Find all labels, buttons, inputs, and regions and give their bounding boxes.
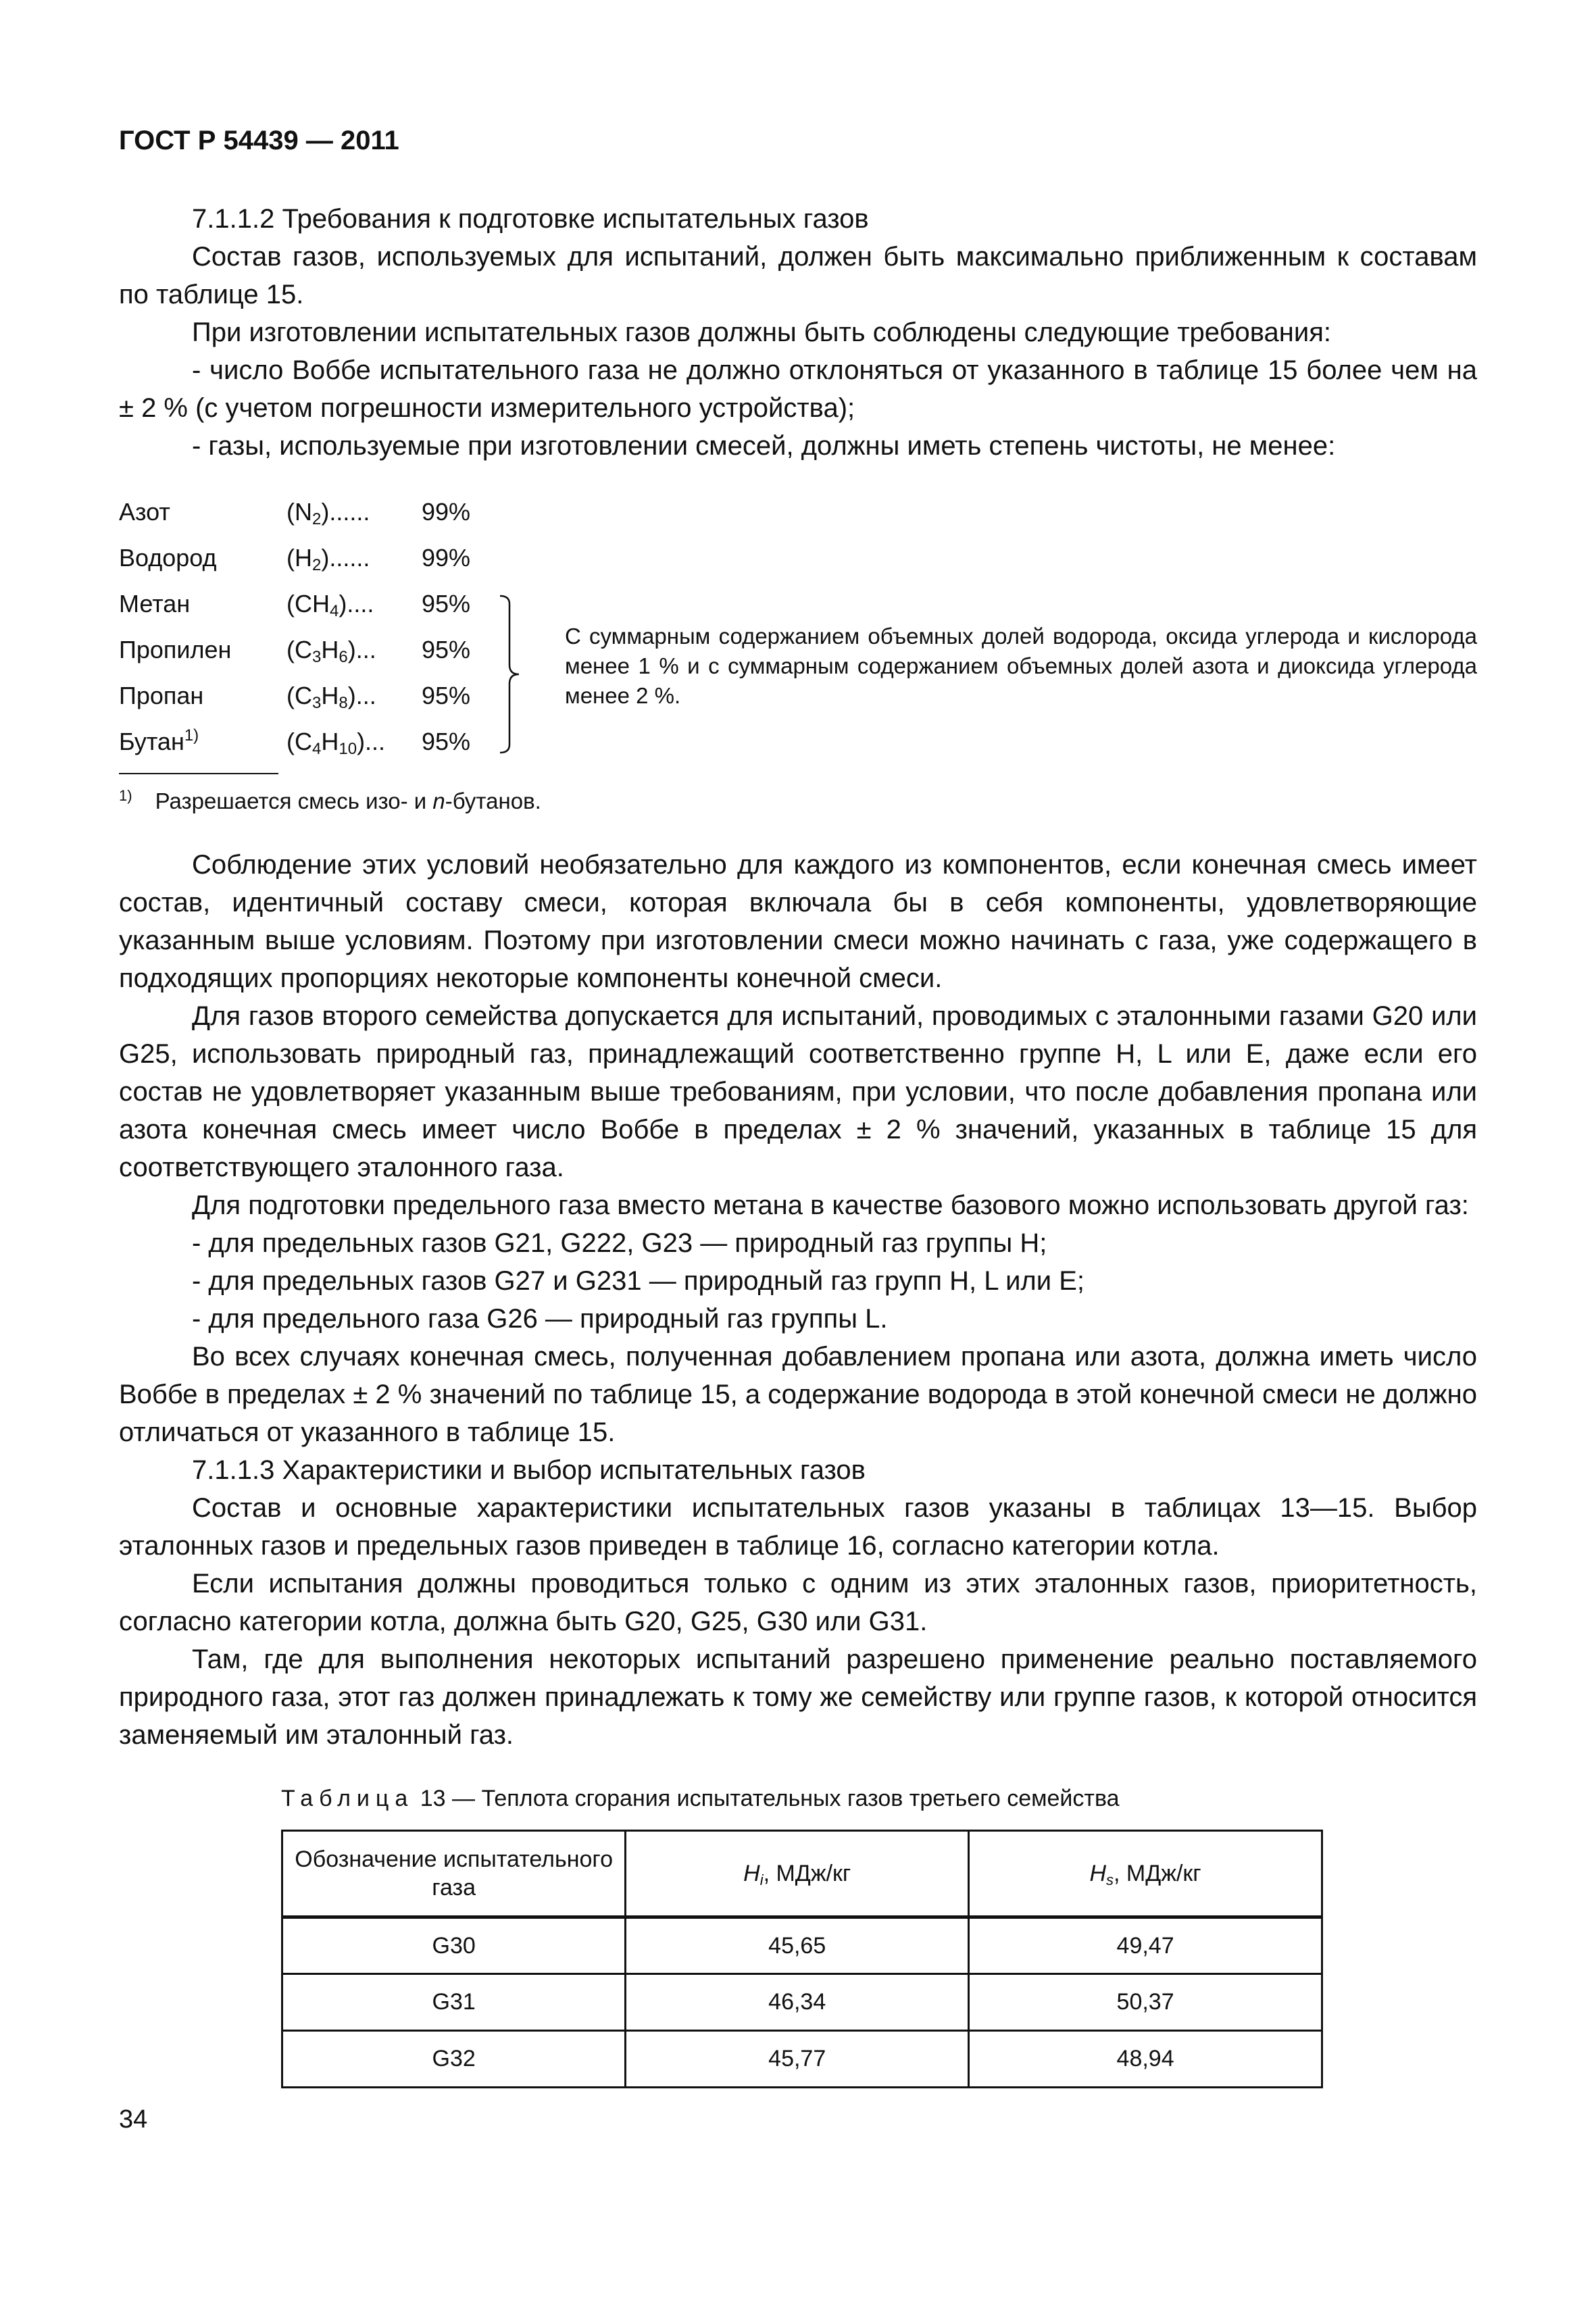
table-cell: 46,34 xyxy=(626,1974,969,2031)
gas-purity: 95% xyxy=(422,590,471,618)
gas-formula: $(C_3H_8)$... xyxy=(286,682,376,712)
table-cell: 48,94 xyxy=(969,2031,1322,2088)
paragraph: При изготовлении испытательных газов должны быть соблюдены следующие требования: xyxy=(192,318,1331,347)
list-item: - для предельных газов G27 и G231 — природный газ групп H, L или E; xyxy=(192,1266,1085,1296)
table-row xyxy=(282,1974,1322,2031)
table-cell: 49,47 xyxy=(969,1917,1322,1974)
table-caption: Таблица 13 — Теплота сгорания испытательных газов третьего семейства xyxy=(281,1786,1120,1811)
footnote: $^{1)}$ Разрешается смесь изо- и n-бутанов. xyxy=(119,787,541,813)
section-heading: 7.1.1.2 Требования к подготовке испытательных газов xyxy=(192,204,869,234)
table-header-row xyxy=(282,1831,1322,1917)
paragraph: Во всех случаях конечная смесь, полученная добавлением пропана или азота, должна иметь число Воббе в пределах ± 2 % значений по таблице 15, а содержание водорода в этой конечной смеси не должно отличаться от указанного в таблице 15. xyxy=(119,1342,1477,1447)
footnote-separator xyxy=(119,773,278,774)
list-item: - для предельных газов G21, G222, G23 — природный газ группы H; xyxy=(192,1228,1047,1258)
gas-formula: $(C_3H_6)$... xyxy=(286,636,376,666)
gas-purity: 95% xyxy=(422,636,471,663)
column-header: $H_s$, МДж/кг xyxy=(969,1831,1322,1917)
gas-name: Пропан xyxy=(119,682,204,709)
brace-note: С суммарным содержанием объемных долей водорода, оксида углерода и кислорода менее 1 % и с суммарным содержанием объемных долей азота и диоксида углерода менее 2 %. xyxy=(565,624,1477,708)
gas-name: Бутан$^{1)}$ xyxy=(119,726,199,755)
gas-formula: $(CH_4)$.... xyxy=(286,590,374,620)
gas-purity: 95% xyxy=(422,728,471,755)
gas-name: Азот xyxy=(119,498,170,526)
table-cell: 45,77 xyxy=(626,2031,969,2088)
paragraph: Состав газов, используемых для испытаний, должен быть максимально приближенным к составам по таблице 15. xyxy=(119,242,1477,309)
document-header: ГОСТ Р 54439 — 2011 xyxy=(119,126,399,155)
paragraph: Для подготовки предельного газа вместо метана в качестве базового можно использовать другой газ: xyxy=(192,1190,1469,1220)
gas-name: Водород xyxy=(119,544,217,572)
column-header: Обозначение испытательного газа xyxy=(282,1831,626,1917)
gas-name: Метан xyxy=(119,590,191,618)
gas-formula: $(N_2)$...... xyxy=(286,498,370,528)
right-brace xyxy=(497,595,524,754)
section-7-1-1-2 xyxy=(119,200,1477,465)
gas-purity: 95% xyxy=(422,682,471,709)
paragraph: Состав и основные характеристики испытательных газов указаны в таблицах 13—15. Выбор эталонных газов и предельных газов приведен в таблице 16, согласно категории котла. xyxy=(119,1493,1477,1561)
gas-purity: 99% xyxy=(422,498,471,526)
gas-name: Пропилен xyxy=(119,636,232,663)
table-13 xyxy=(281,1830,1323,2088)
table-cell: G30 xyxy=(282,1917,626,1974)
paragraph: Если испытания должны проводиться только с одним из этих эталонных газов, приоритетность, согласно категории котла, должна быть G20, G25, G30 или G31. xyxy=(119,1569,1477,1636)
table-cell: 45,65 xyxy=(626,1917,969,1974)
paragraph: Там, где для выполнения некоторых испытаний разрешено применение реально поставляемого природного газа, этот газ должен принадлежать к тому же семейству или группе газов, к которой относится заменяемый им эталонный газ. xyxy=(119,1644,1477,1750)
table-cell: G32 xyxy=(282,2031,626,2088)
section-continued xyxy=(119,846,1477,1754)
table-cell: G31 xyxy=(282,1974,626,2031)
section-heading: 7.1.1.3 Характеристики и выбор испытательных газов xyxy=(192,1455,866,1485)
column-header: $H_i$, МДж/кг xyxy=(626,1831,969,1917)
page-number: 34 xyxy=(119,2105,148,2134)
footnote-mark: 1) xyxy=(119,787,132,804)
gas-purity: 99% xyxy=(422,544,471,572)
list-item: - для предельного газа G26 — природный газ группы L. xyxy=(192,1304,888,1334)
table-cell: 50,37 xyxy=(969,1974,1322,2031)
list-item: - газы, используемые при изготовлении смесей, должны иметь степень чистоты, не менее: xyxy=(192,431,1336,461)
paragraph: Для газов второго семейства допускается для испытаний, проводимых с эталонными газами G20 или G25, использовать природный газ, принадлежащий соответственно группе H, L или E, даже если его состав не удовлетворяет указанным выше требованиям, при условии, что после добавления пропана или азота конечная смесь имеет число Воббе в пределах ± 2 % значений, указанных в таблице 15 для соответствующего эталонного газа. xyxy=(119,1001,1477,1182)
table-row xyxy=(282,2031,1322,2088)
gas-formula: $(C_4H_{10})$... xyxy=(286,728,386,758)
paragraph: Соблюдение этих условий необязательно для каждого из компонентов, если конечная смесь имеет состав, идентичный составу смеси, которая включала бы в себя компоненты, удовлетворяющие указанным выше условиям. Поэтому при изготовлении смеси можно начинать с газа, уже содержащего в подходящих пропорциях некоторые компоненты конечной смеси. xyxy=(119,850,1477,993)
list-item: - число Воббе испытательного газа не должно отклоняться от указанного в таблице 15 более чем на ± 2 % (с учетом погрешности измерительного устройства); xyxy=(119,355,1477,423)
gas-formula: $(H_2)$...... xyxy=(286,544,370,574)
table-row xyxy=(282,1917,1322,1974)
